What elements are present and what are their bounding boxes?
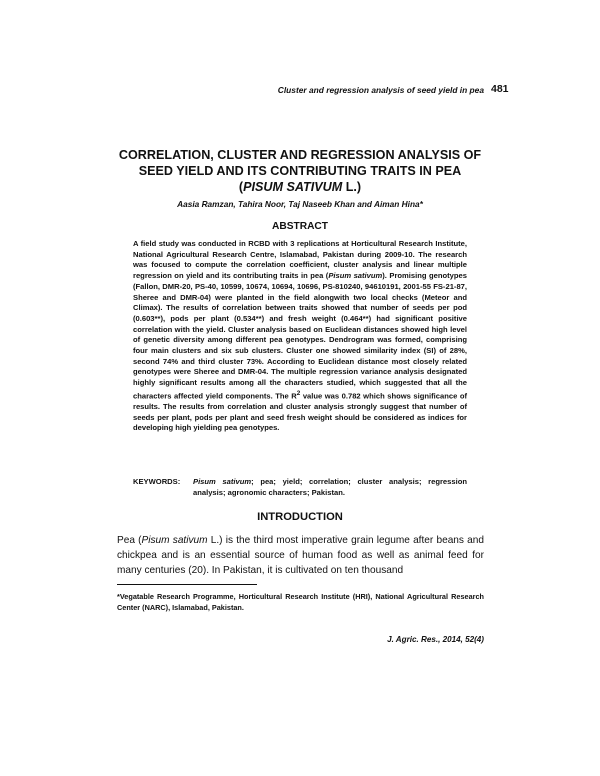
running-title: Cluster and regression analysis of seed yield in pea xyxy=(277,85,484,95)
introduction-heading: INTRODUCTION xyxy=(257,511,343,523)
title-line-3-close: L.) xyxy=(342,180,362,194)
abstract-text-1: A field study was conducted in RCBD with 3 replications at Horticultural Research Institute, National Agricultural Research Centre, Islamabad, Pakistan during 2009-10. The research was focused to compute the correlation coefficient, cluster analysis and linear multiple regression on yield and its contributing traits in pea ( xyxy=(133,239,467,281)
title-line-3-italic: PISUM SATIVUM xyxy=(243,180,343,194)
keywords xyxy=(133,477,467,498)
keywords-text: ; pea; yield; correlation; cluster analysis; regression analysis; agronomic characters; Pakistan. xyxy=(193,477,467,497)
intro-text-2: L.) is the third most imperative grain legume after beans and chickpea and is an essential source of human food as well as animal feed for many centuries (20). In Pakistan, it is cultivated on ten thousand xyxy=(117,535,485,576)
journal-reference: J. Agric. Res., 2014, 52(4) xyxy=(387,635,484,644)
title-line-1: CORRELATION, CLUSTER AND REGRESSION ANALYSIS OF xyxy=(118,148,482,162)
abstract-superscript: 2 xyxy=(296,389,301,397)
keywords-species-name: Pisum sativum xyxy=(193,477,252,486)
abstract-species-name: Pisum sativum xyxy=(328,271,383,281)
paper-title xyxy=(100,147,500,195)
abstract-text-2: ). Promising genotypes (Fallon, DMR-20, PS-40, 10599, 10674, 10694, 10696, PS-810240, 94610191, 2001-55 FS-21-87, Sheree and DMR-04) were planted in the field alongwith two local checks (Meteor and Climax). The results of correlation between traits showed that number of seeds per pod (0.603**), pods per plant (0.534**) and fresh weight (0.464**) had significant positive correlation with the yield. Cluster analysis based on Euclidean distances showed high level of genetic diversity among different pea genotypes. Dendrogram was formed, comprising four main clusters and six sub clusters. Cluster one showed similarity index (SI) of 28%, second 74% and third cluster 73%. According to Euclidean distance most closely related genotypes were Sheree and DMR-04. The multiple regression variance analysis designated highly significant results among all the characters studied, which suggested that all the characters affected yield components. The R xyxy=(133,271,467,401)
abstract-text-3: value was 0.782 which shows significance of results. The results from correlation and cluster analysis strongly suggest that number of seeds per plant, pods per plant and seed fresh weight should be considered as indices for developing high yielding pea genotypes. xyxy=(133,391,467,433)
intro-text-1: Pea ( xyxy=(117,535,142,546)
abstract-heading: ABSTRACT xyxy=(271,221,329,232)
title-line-3-open: ( xyxy=(238,180,244,194)
author-list: Aasia Ramzan, Tahira Noor, Taj Naseeb Khan and Aiman Hina* xyxy=(177,199,423,209)
keywords-label: KEYWORDS: xyxy=(133,477,181,486)
page-number: 481 xyxy=(491,83,509,95)
abstract-text xyxy=(133,239,467,434)
intro-species-name: Pisum sativum xyxy=(141,535,208,546)
introduction-text xyxy=(117,534,484,578)
footnote-divider xyxy=(117,584,257,585)
affiliation-footnote: *Vegatable Research Programme, Horticultural Research Institute (HRI), National Agricultural Research Center (NARC), Islamabad, Pakistan. xyxy=(117,592,484,612)
title-line-2: SEED YIELD AND ITS CONTRIBUTING TRAITS IN PEA xyxy=(138,164,462,178)
